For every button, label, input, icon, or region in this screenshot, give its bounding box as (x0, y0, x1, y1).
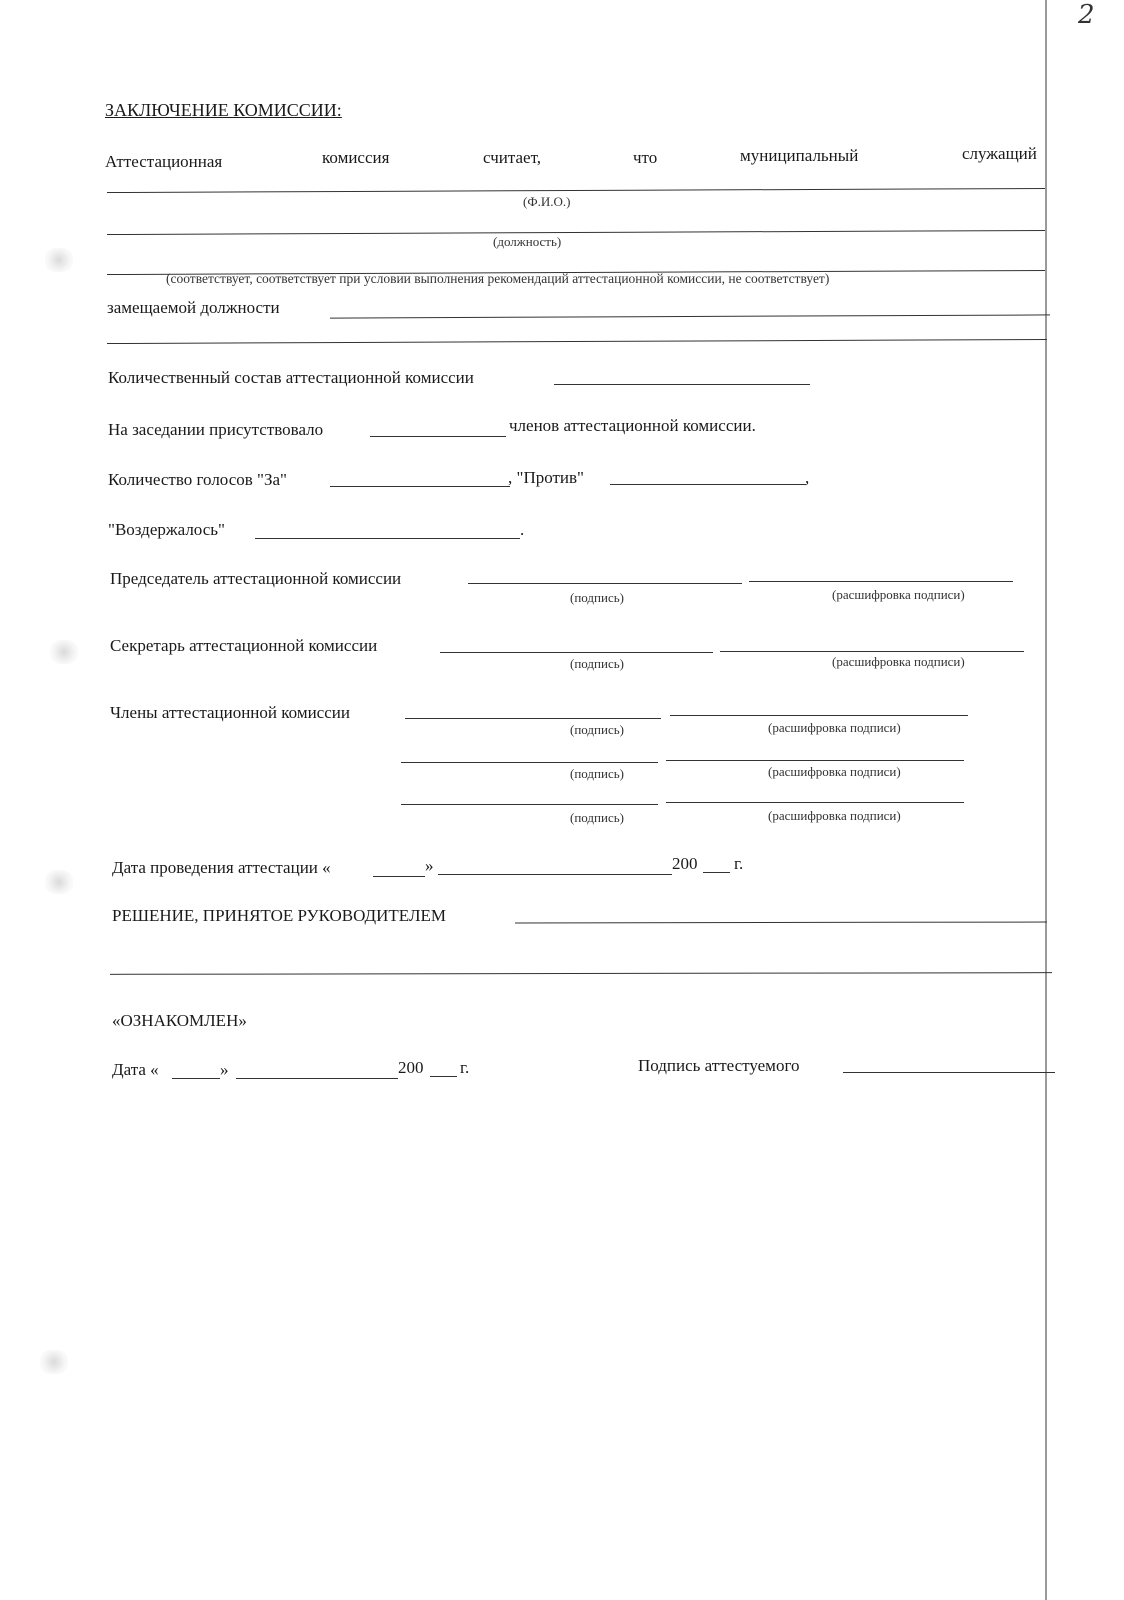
year-suffix: г. (734, 854, 744, 873)
decision-field-2[interactable] (110, 972, 1052, 975)
ack-month-field[interactable] (236, 1078, 398, 1079)
votes-against-field[interactable] (610, 484, 806, 485)
member-1-decoding-field[interactable] (670, 715, 968, 716)
votes-for-field[interactable] (330, 486, 510, 487)
secretary-label: Секретарь аттестационной комиссии (110, 636, 378, 655)
decision-field[interactable] (515, 922, 1047, 924)
punctuation: . (520, 520, 525, 539)
intro-word: муниципальный (740, 146, 859, 165)
fio-caption: (Ф.И.О.) (523, 194, 571, 209)
member-1-signature-field[interactable] (405, 718, 661, 719)
chairman-signature-field[interactable] (468, 583, 742, 584)
acknowledged-label: «ОЗНАКОМЛЕН» (112, 1011, 247, 1030)
decoding-caption: (расшифровка подписи) (768, 808, 901, 823)
ack-day-field[interactable] (172, 1078, 220, 1079)
chairman-decoding-field[interactable] (749, 581, 1013, 582)
composition-field[interactable] (554, 384, 810, 385)
attestee-signature-field[interactable] (843, 1072, 1055, 1073)
attestation-date-label: Дата проведения аттестации « (112, 858, 331, 877)
intro-word: комиссия (322, 148, 390, 167)
present-label: На заседании присутствовало (108, 420, 324, 439)
intro-word: считает, (483, 148, 541, 167)
members-label: Члены аттестационной комиссии (110, 703, 350, 722)
ack-date-label: Дата « (112, 1060, 159, 1079)
ack-year-field[interactable] (430, 1076, 457, 1077)
attestation-day-field[interactable] (373, 876, 425, 877)
scan-smudge (45, 248, 73, 272)
conformity-caption: (соответствует, соответствует при условии выполнения рекомендаций аттестационной комиссии, не соответствует) (166, 271, 830, 286)
fio-field[interactable] (107, 188, 1045, 193)
present-suffix: членов аттестационной комиссии. (509, 416, 756, 435)
composition-label: Количественный состав аттестационной комиссии (108, 368, 474, 387)
quote-mark: » (220, 1060, 229, 1079)
scan-smudge (50, 640, 78, 664)
handwritten-page-mark: 2 (1078, 0, 1095, 30)
attestee-signature-label: Подпись аттестуемого (638, 1056, 800, 1075)
attestation-year-field[interactable] (703, 872, 730, 873)
member-3-decoding-field[interactable] (666, 802, 964, 803)
member-2-decoding-field[interactable] (666, 760, 964, 761)
decoding-caption: (расшифровка подписи) (832, 587, 965, 602)
punctuation: , (805, 468, 810, 487)
signature-caption: (подпись) (570, 810, 624, 825)
scan-smudge (40, 1350, 68, 1374)
attestation-year-prefix: 200 (672, 854, 698, 873)
votes-for-label: Количество голосов "За" (108, 470, 287, 489)
present-field[interactable] (370, 436, 506, 437)
member-2-signature-field[interactable] (401, 762, 658, 763)
secretary-decoding-field[interactable] (720, 651, 1024, 652)
intro-word: Аттестационная (105, 152, 223, 171)
signature-caption: (подпись) (570, 590, 624, 605)
page-edge (1045, 0, 1047, 1600)
document-title: ЗАКЛЮЧЕНИЕ КОМИССИИ: (105, 100, 342, 120)
abstained-label: "Воздержалось" (108, 520, 225, 539)
abstained-field[interactable] (255, 538, 520, 539)
signature-caption: (подпись) (570, 656, 624, 671)
year-suffix: г. (460, 1058, 470, 1077)
scan-smudge (45, 870, 73, 894)
signature-caption: (подпись) (570, 766, 624, 781)
decoding-caption: (расшифровка подписи) (768, 764, 901, 779)
signature-caption: (подпись) (570, 722, 624, 737)
intro-word: служащий (962, 144, 1037, 163)
position-field[interactable] (107, 230, 1045, 235)
intro-word: что (633, 148, 658, 167)
chairman-label: Председатель аттестационной комиссии (110, 569, 402, 588)
position-caption: (должность) (493, 234, 562, 249)
decision-label: РЕШЕНИЕ, ПРИНЯТОЕ РУКОВОДИТЕЛЕМ (112, 906, 446, 925)
votes-against-label: , "Против" (508, 468, 584, 487)
decoding-caption: (расшифровка подписи) (832, 654, 965, 669)
held-position-label: замещаемой должности (107, 298, 280, 317)
held-position-field-2[interactable] (107, 339, 1047, 344)
decoding-caption: (расшифровка подписи) (768, 720, 901, 735)
held-position-field[interactable] (330, 314, 1050, 318)
attestation-month-field[interactable] (438, 874, 672, 875)
member-3-signature-field[interactable] (401, 804, 658, 805)
ack-year-prefix: 200 (398, 1058, 424, 1077)
quote-mark: » (425, 856, 434, 875)
secretary-signature-field[interactable] (440, 652, 713, 653)
